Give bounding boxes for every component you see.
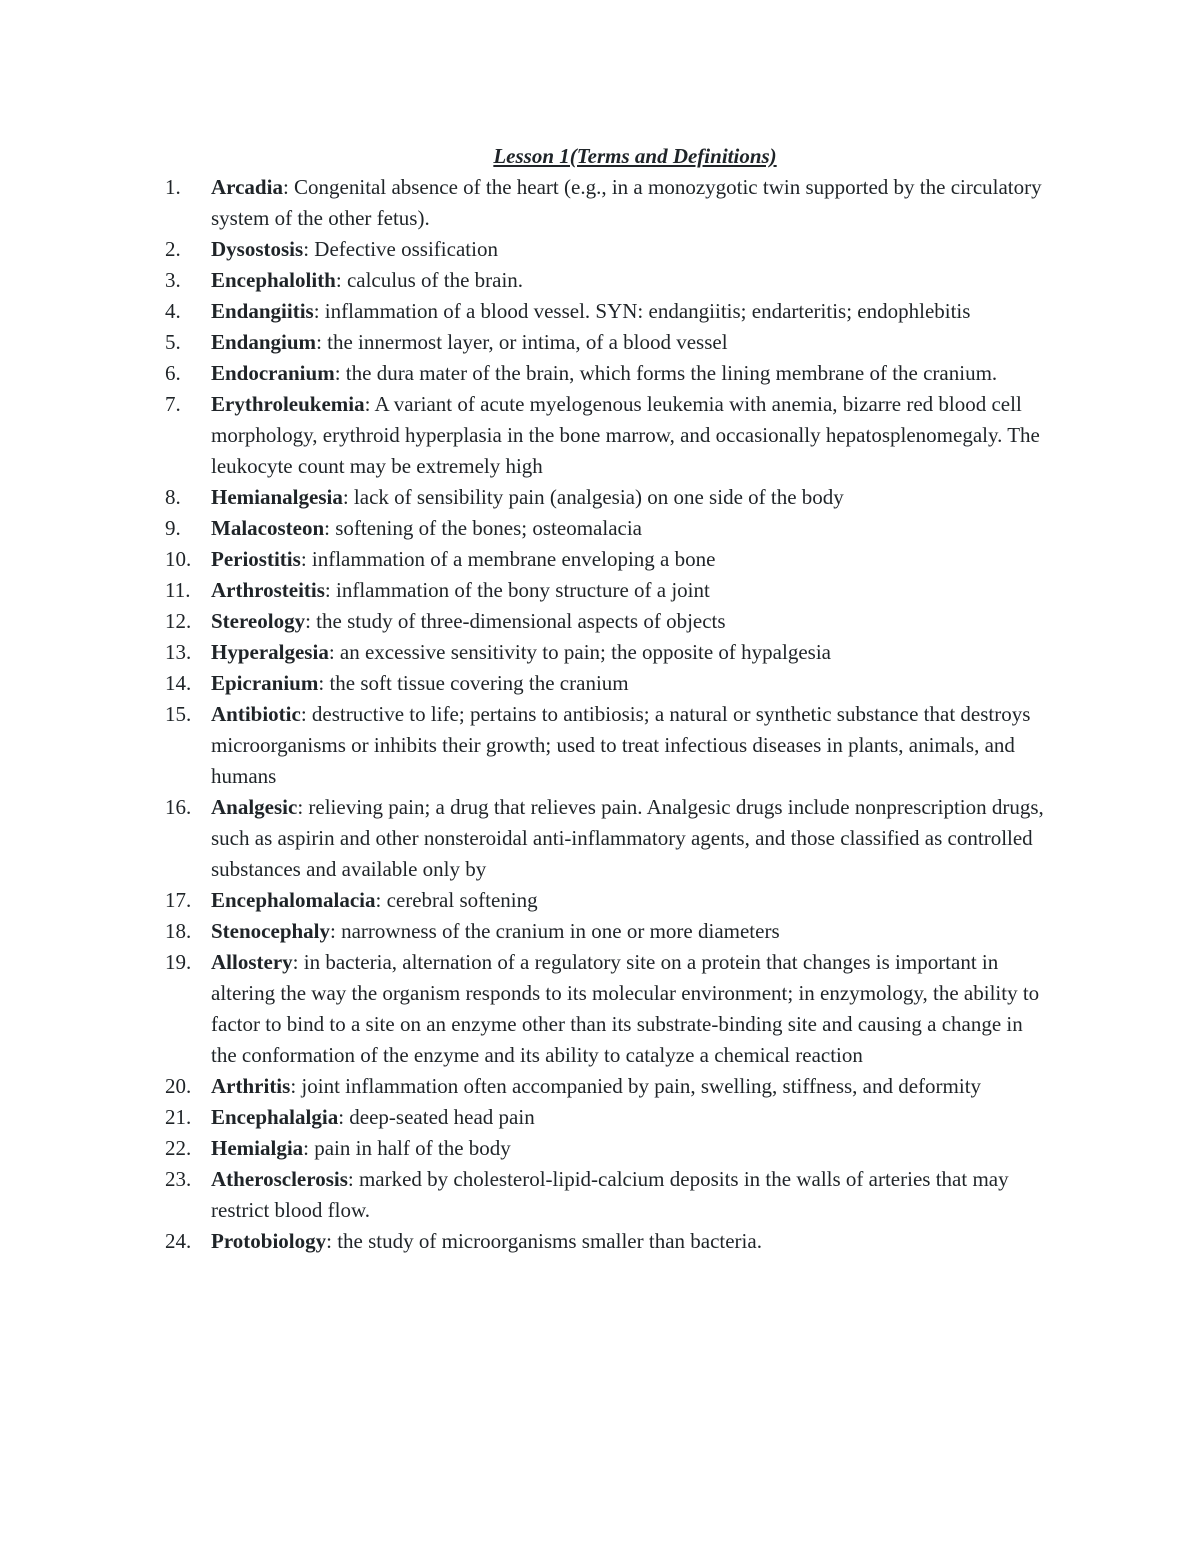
- item-number: 15.: [165, 702, 192, 726]
- list-item: [165, 916, 1050, 947]
- item-definition: : the innermost layer, or intima, of a blood vessel: [316, 330, 728, 354]
- item-term: Hemialgia: [211, 1136, 304, 1160]
- list-item: [165, 265, 1050, 296]
- item-definition: : inflammation of the bony structure of a joint: [324, 578, 710, 602]
- item-definition: : in bacteria, alternation of a regulatory site on a protein that changes is important in altering the way the organism responds to its molecular environment; in enzymology, the ability to factor to bind to a site on an enzyme other than its substrate-binding site and causing a change in the conformation of the enzyme and its ability to catalyze a chemical reaction: [211, 950, 1040, 1067]
- item-number: 4.: [165, 299, 181, 323]
- list-item: [165, 947, 1050, 1071]
- item-definition: : pain in half of the body: [303, 1136, 511, 1160]
- item-term: Epicranium: [211, 671, 319, 695]
- item-number: 1.: [165, 175, 181, 199]
- item-term: Encephalomalacia: [211, 888, 376, 912]
- list-item: [165, 1133, 1050, 1164]
- item-term: Endocranium: [211, 361, 335, 385]
- item-term: Erythroleukemia: [211, 392, 365, 416]
- list-item: [165, 792, 1050, 885]
- item-number: 9.: [165, 516, 181, 540]
- terms-list: [165, 172, 1050, 1257]
- item-definition: : calculus of the brain.: [335, 268, 524, 292]
- item-definition: : the study of three-dimensional aspects of objects: [305, 609, 726, 633]
- list-item: [165, 699, 1050, 792]
- list-item: [165, 1164, 1050, 1226]
- item-definition: : A variant of acute myelogenous leukemia with anemia, bizarre red blood cell morphology, erythroid hyperplasia in the bone marrow, and occasionally hepatosplenomegaly. The leukocyte count may be extremely high: [211, 392, 1040, 478]
- item-term: Stereology: [211, 609, 306, 633]
- item-definition: : deep-seated head pain: [338, 1105, 535, 1129]
- list-item: [165, 172, 1050, 234]
- item-definition: : the study of microorganisms smaller than bacteria.: [326, 1229, 762, 1253]
- list-item: [165, 482, 1050, 513]
- item-term: Hyperalgesia: [211, 640, 329, 664]
- item-number: 23.: [165, 1167, 192, 1191]
- list-item: [165, 1226, 1050, 1257]
- item-term: Dysostosis: [211, 237, 304, 261]
- item-term: Stenocephaly: [211, 919, 331, 943]
- item-term: Antibiotic: [211, 702, 301, 726]
- item-number: 3.: [165, 268, 181, 292]
- item-number: 20.: [165, 1074, 192, 1098]
- list-item: [165, 1102, 1050, 1133]
- item-term: Arcadia: [211, 175, 283, 199]
- item-term: Hemianalgesia: [211, 485, 343, 509]
- item-number: 21.: [165, 1105, 192, 1129]
- item-number: 5.: [165, 330, 181, 354]
- item-definition: : inflammation of a membrane enveloping a bone: [300, 547, 716, 571]
- list-item: [165, 606, 1050, 637]
- item-term: Protobiology: [211, 1229, 327, 1253]
- list-item: [165, 544, 1050, 575]
- list-item: [165, 513, 1050, 544]
- list-item: [165, 389, 1050, 482]
- item-definition: : marked by cholesterol-lipid-calcium deposits in the walls of arteries that may restrict blood flow.: [211, 1167, 1009, 1222]
- item-number: 18.: [165, 919, 192, 943]
- item-definition: : narrowness of the cranium in one or more diameters: [330, 919, 780, 943]
- list-item: [165, 327, 1050, 358]
- item-term: Analgesic: [211, 795, 298, 819]
- item-number: 24.: [165, 1229, 192, 1253]
- item-definition: : cerebral softening: [375, 888, 538, 912]
- item-number: 19.: [165, 950, 192, 974]
- item-definition: : an excessive sensitivity to pain; the opposite of hypalgesia: [328, 640, 831, 664]
- list-item: [165, 296, 1050, 327]
- item-term: Periostitis: [211, 547, 301, 571]
- item-number: 8.: [165, 485, 181, 509]
- list-item: [165, 358, 1050, 389]
- item-number: 2.: [165, 237, 181, 261]
- item-number: 10.: [165, 547, 192, 571]
- item-definition: : destructive to life; pertains to antibiosis; a natural or synthetic substance that destroys microorganisms or inhibits their growth; used to treat infectious diseases in plants, animals, and humans: [211, 702, 1031, 788]
- item-number: 17.: [165, 888, 192, 912]
- item-definition: : Congenital absence of the heart (e.g., in a monozygotic twin supported by the circulatory system of the other fetus).: [211, 175, 1042, 230]
- item-number: 16.: [165, 795, 192, 819]
- item-term: Malacosteon: [211, 516, 325, 540]
- item-number: 6.: [165, 361, 181, 385]
- item-definition: : relieving pain; a drug that relieves pain. Analgesic drugs include nonprescription drugs, such as aspirin and other nonsteroidal anti-inflammatory agents, and those classified as controlled substances and available only by: [211, 795, 1044, 881]
- item-term: Arthrosteitis: [211, 578, 325, 602]
- list-item: [165, 885, 1050, 916]
- item-number: 12.: [165, 609, 192, 633]
- list-item: [165, 1071, 1050, 1102]
- item-definition: : Defective ossification: [303, 237, 498, 261]
- item-definition: : inflammation of a blood vessel. SYN: endangiitis; endarteritis; endophlebitis: [313, 299, 971, 323]
- item-definition: : joint inflammation often accompanied by pain, swelling, stiffness, and deformity: [290, 1074, 982, 1098]
- item-term: Encephalolith: [211, 268, 336, 292]
- list-item: [165, 637, 1050, 668]
- item-number: 13.: [165, 640, 192, 664]
- item-definition: : softening of the bones; osteomalacia: [324, 516, 642, 540]
- item-term: Endangium: [211, 330, 317, 354]
- item-term: Arthritis: [211, 1074, 291, 1098]
- item-number: 14.: [165, 671, 192, 695]
- item-definition: : lack of sensibility pain (analgesia) on one side of the body: [342, 485, 844, 509]
- item-number: 11.: [165, 578, 191, 602]
- document-title: Lesson 1(Terms and Definitions): [493, 144, 777, 168]
- item-number: 7.: [165, 392, 181, 416]
- list-item: [165, 575, 1050, 606]
- item-term: Encephalalgia: [211, 1105, 339, 1129]
- item-term: Atherosclerosis: [211, 1167, 348, 1191]
- item-number: 22.: [165, 1136, 192, 1160]
- item-term: Allostery: [211, 950, 293, 974]
- item-definition: : the soft tissue covering the cranium: [318, 671, 629, 695]
- list-item: [165, 668, 1050, 699]
- item-definition: : the dura mater of the brain, which forms the lining membrane of the cranium.: [334, 361, 998, 385]
- list-item: [165, 234, 1050, 265]
- item-term: Endangiitis: [211, 299, 314, 323]
